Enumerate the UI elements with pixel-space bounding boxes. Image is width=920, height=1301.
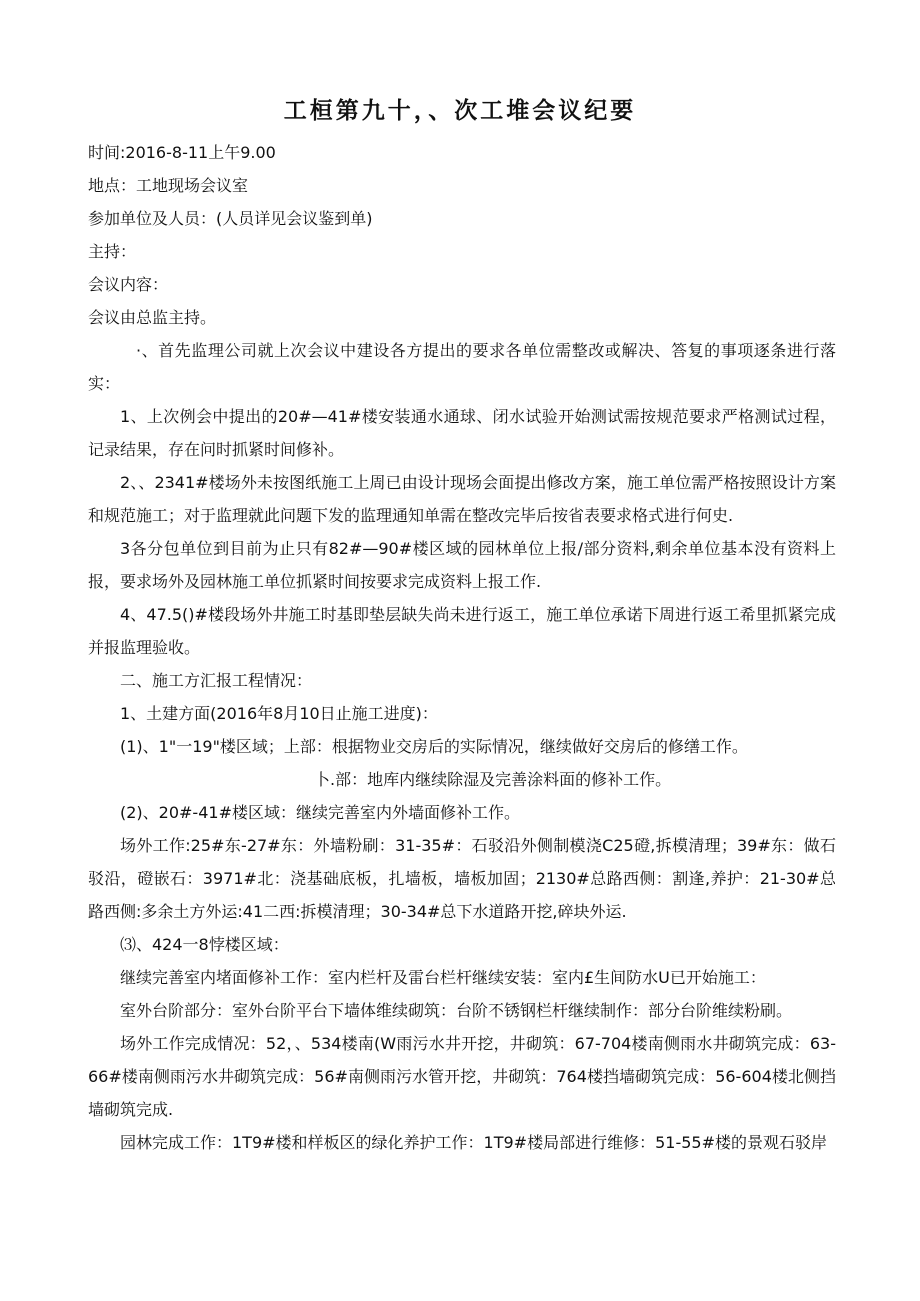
- indoor-repair: 继续完善室内堵面修补工作：室内栏杆及雷台栏杆继续安装：室内£生间防水U已开始施工：: [120, 968, 766, 987]
- area-42-48: ⑶、424一8悖楼区域：: [120, 935, 289, 954]
- meeting-chaired-by: 会议由总监主持。: [88, 308, 217, 327]
- outdoor-completion: 场外工作完成情况：52，、534楼南(W雨污水井开挖，井砌筑：67-704楼南侧雨水井砌筑完成：63-66#楼南侧雨污水井砌筑完成：56#南侧雨污水管开挖，井砌筑：764楼挡墙砌筑完成：56-604楼北侧挡墙砌筑完成.: [88, 1034, 836, 1119]
- civil-works-heading: 1、土建方面(2016年8月10日止施工进度)：: [120, 704, 438, 723]
- meeting-place: 地点：工地现场会议室: [88, 176, 249, 195]
- meeting-time: 时间:2016-8-11上午9.00: [88, 143, 276, 162]
- item-4: 4、47.5()#楼段场外井施工时基即垫层缺失尚未进行返工，施工单位承诺下周进行返工希里抓紧完成并报监理验收。: [88, 605, 836, 657]
- item-3: 3各分包单位到目前为止只有82#—90#楼区域的园林单位上报/部分资料,剩余单位基本没有资料上报，要求场外及园林施工单位抓紧时间按要求完成资料上报工作.: [88, 539, 836, 591]
- meeting-content-label: 会议内容：: [88, 275, 169, 294]
- meeting-attendees: 参加单位及人员：(人员详见会议鉴到单): [88, 209, 373, 228]
- area-1-19-upper: (1)、1"一19"楼区域；上部：根据物业交房后的实际情况，继续做好交房后的修缮工作。: [120, 737, 748, 756]
- item-1: 1、上次例会中提出的20#—41#楼安装通水通球、闭水试验开始测试需按规范要求严格测试过程，记录结果，存在问时抓紧时间修补。: [88, 407, 836, 459]
- section-one-intro: ·、首先监理公司就上次会议中建设各方提出的要求各单位需整改或解决、答复的事项逐条进行落实：: [88, 341, 836, 393]
- item-2: 2、、2341#楼场外未按图纸施工上周已由设计现场会面提出修改方案，施工单位需严格按照设计方案和规范施工；对于监理就此问题下发的监理通知单需在整改完毕后按省表要求格式进行何史.: [88, 473, 836, 525]
- document-body: [88, 136, 836, 1159]
- meeting-host: 主持：: [88, 242, 137, 261]
- document-title: 工桓第九十，、次工堆会议纪要: [283, 97, 637, 124]
- landscape-completion: 园林完成工作：1T9#楼和样板区的绿化养护工作：1T9#楼局部进行维修：51-55#楼的景观石驳岸: [120, 1133, 827, 1152]
- outdoor-steps: 室外台阶部分：室外台阶平台下墙体维续砌筑：台阶不锈钢栏杆继续制作：部分台阶维续粉刷。: [120, 1001, 793, 1020]
- section-two-heading: 二、施工方汇报工程情况：: [120, 671, 313, 690]
- area-20-41: (2)、20#-41#楼区域：继续完善室内外墙面修补工作。: [120, 803, 520, 822]
- area-1-19-lower: 卜.部：地库内继续除湿及完善涂料面的修补工作。: [314, 770, 672, 789]
- outdoor-work: 场外工作:25#东-27#东：外墙粉刷：31-35#：石驳沿外侧制模浇C25磴,拆模清理；39#东：做石驳沿，磴嵌石：3971#北：浇基础底板，扎墙板，墙板加固；2130#总路西侧：割逢,养护：21-30#总路西侧:多余土方外运:41二西:拆模清理；30-34#总下水道路开挖,碎块外运.: [88, 836, 836, 921]
